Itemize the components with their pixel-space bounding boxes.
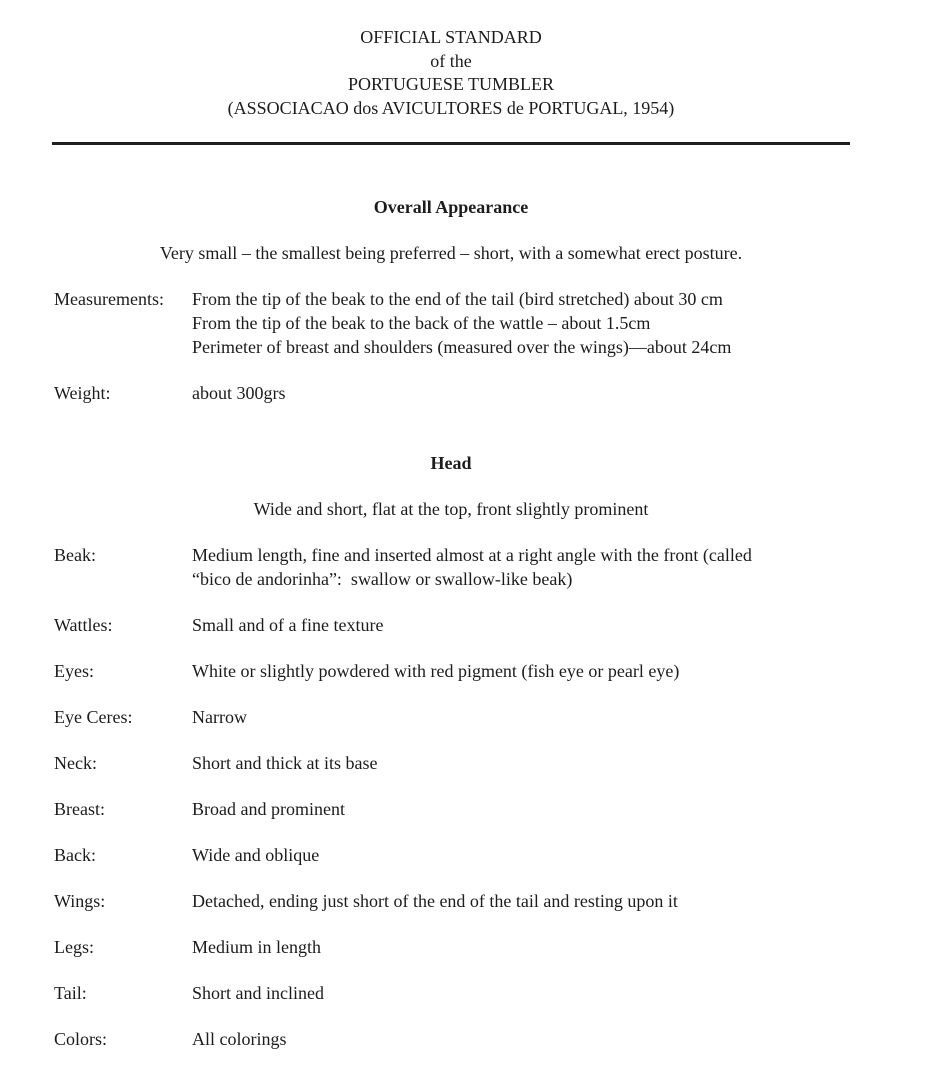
- spec-value-line: Perimeter of breast and shoulders (measured over the wings)—about 24cm: [192, 337, 732, 357]
- spec-label: Neck:: [54, 753, 97, 773]
- title-line: (ASSOCIACAO dos AVICULTORES de PORTUGAL, 1954): [227, 97, 675, 118]
- section-head: [52, 451, 850, 1051]
- title-line: OFFICIAL STANDARD: [360, 27, 542, 47]
- spec-entry-colors: [52, 1027, 850, 1051]
- spec-entry-neck: [52, 751, 850, 775]
- spec-entry-wattles: [52, 613, 850, 637]
- spec-entry-measurements: [52, 287, 850, 359]
- spec-entry-back: [52, 843, 850, 867]
- title-line: of the: [430, 50, 472, 71]
- spec-value-line: Small and of a fine texture: [192, 615, 384, 635]
- spec-label: Tail:: [54, 983, 87, 1003]
- spec-value-line: Narrow: [192, 707, 247, 727]
- spec-value: [192, 543, 850, 591]
- spec-value: [192, 981, 850, 1005]
- spec-value-line: From the tip of the beak to the back of the wattle – about 1.5cm: [192, 313, 651, 333]
- spec-value: [192, 705, 850, 729]
- spec-value-line: Medium length, fine and inserted almost at a right angle with the front (called: [192, 545, 752, 565]
- horizontal-divider-rule: [52, 142, 850, 145]
- spec-value: [192, 1027, 850, 1051]
- spec-label: Legs:: [54, 937, 94, 957]
- spec-entry-eyes: [52, 659, 850, 683]
- spec-label: Eye Ceres:: [54, 707, 133, 727]
- spec-label: Back:: [54, 845, 96, 865]
- section-intro: Very small – the smallest being preferred – short, with a somewhat erect posture.: [159, 243, 743, 263]
- spec-entry-breast: [52, 797, 850, 821]
- spec-value-line: Short and inclined: [192, 983, 324, 1003]
- spec-value: [192, 287, 850, 359]
- section-intro: Wide and short, flat at the top, front slightly prominent: [253, 499, 649, 519]
- spec-entry-wings: [52, 889, 850, 913]
- spec-value-line: Detached, ending just short of the end of the tail and resting upon it: [192, 891, 678, 911]
- spec-value: [192, 889, 850, 913]
- spec-value: [192, 659, 850, 683]
- title-line: PORTUGUESE TUMBLER: [347, 74, 555, 94]
- spec-value-line: Short and thick at its base: [192, 753, 378, 773]
- spec-value: [192, 613, 850, 637]
- document-title-block: [52, 0, 850, 120]
- spec-entry-beak: [52, 543, 850, 591]
- spec-value-line: Wide and oblique: [192, 845, 320, 865]
- spec-entry-tail: [52, 981, 850, 1005]
- spec-value-line: “bico de andorinha”: swallow or swallow-like beak): [192, 569, 573, 589]
- spec-label: Weight:: [54, 383, 111, 403]
- spec-value: [192, 797, 850, 821]
- spec-entry-legs: [52, 935, 850, 959]
- spec-value: [192, 381, 850, 405]
- spec-label: Measurements:: [54, 289, 164, 309]
- spec-value: [192, 843, 850, 867]
- spec-label: Breast:: [54, 799, 105, 819]
- spec-value-line: From the tip of the beak to the end of the tail (bird stretched) about 30 cm: [192, 289, 723, 309]
- document-content: [52, 0, 850, 1051]
- section-overall-appearance: [52, 195, 850, 405]
- spec-entry-eye-ceres: [52, 705, 850, 729]
- spec-value: [192, 751, 850, 775]
- section-heading: Head: [430, 453, 472, 473]
- spec-label: Wings:: [54, 891, 106, 911]
- spec-label: Colors:: [54, 1029, 108, 1049]
- spec-value-line: Broad and prominent: [192, 799, 345, 819]
- spec-value-line: Medium in length: [192, 937, 321, 957]
- spec-value: [192, 935, 850, 959]
- spec-label: Beak:: [54, 545, 96, 565]
- section-heading: Overall Appearance: [373, 197, 529, 217]
- spec-value-line: White or slightly powdered with red pigment (fish eye or pearl eye): [192, 661, 680, 681]
- spec-label: Wattles:: [54, 615, 113, 635]
- spec-label: Eyes:: [54, 661, 94, 681]
- spec-entry-weight: [52, 381, 850, 405]
- spec-value-line: about 300grs: [192, 383, 286, 403]
- spec-value-line: All colorings: [192, 1029, 287, 1049]
